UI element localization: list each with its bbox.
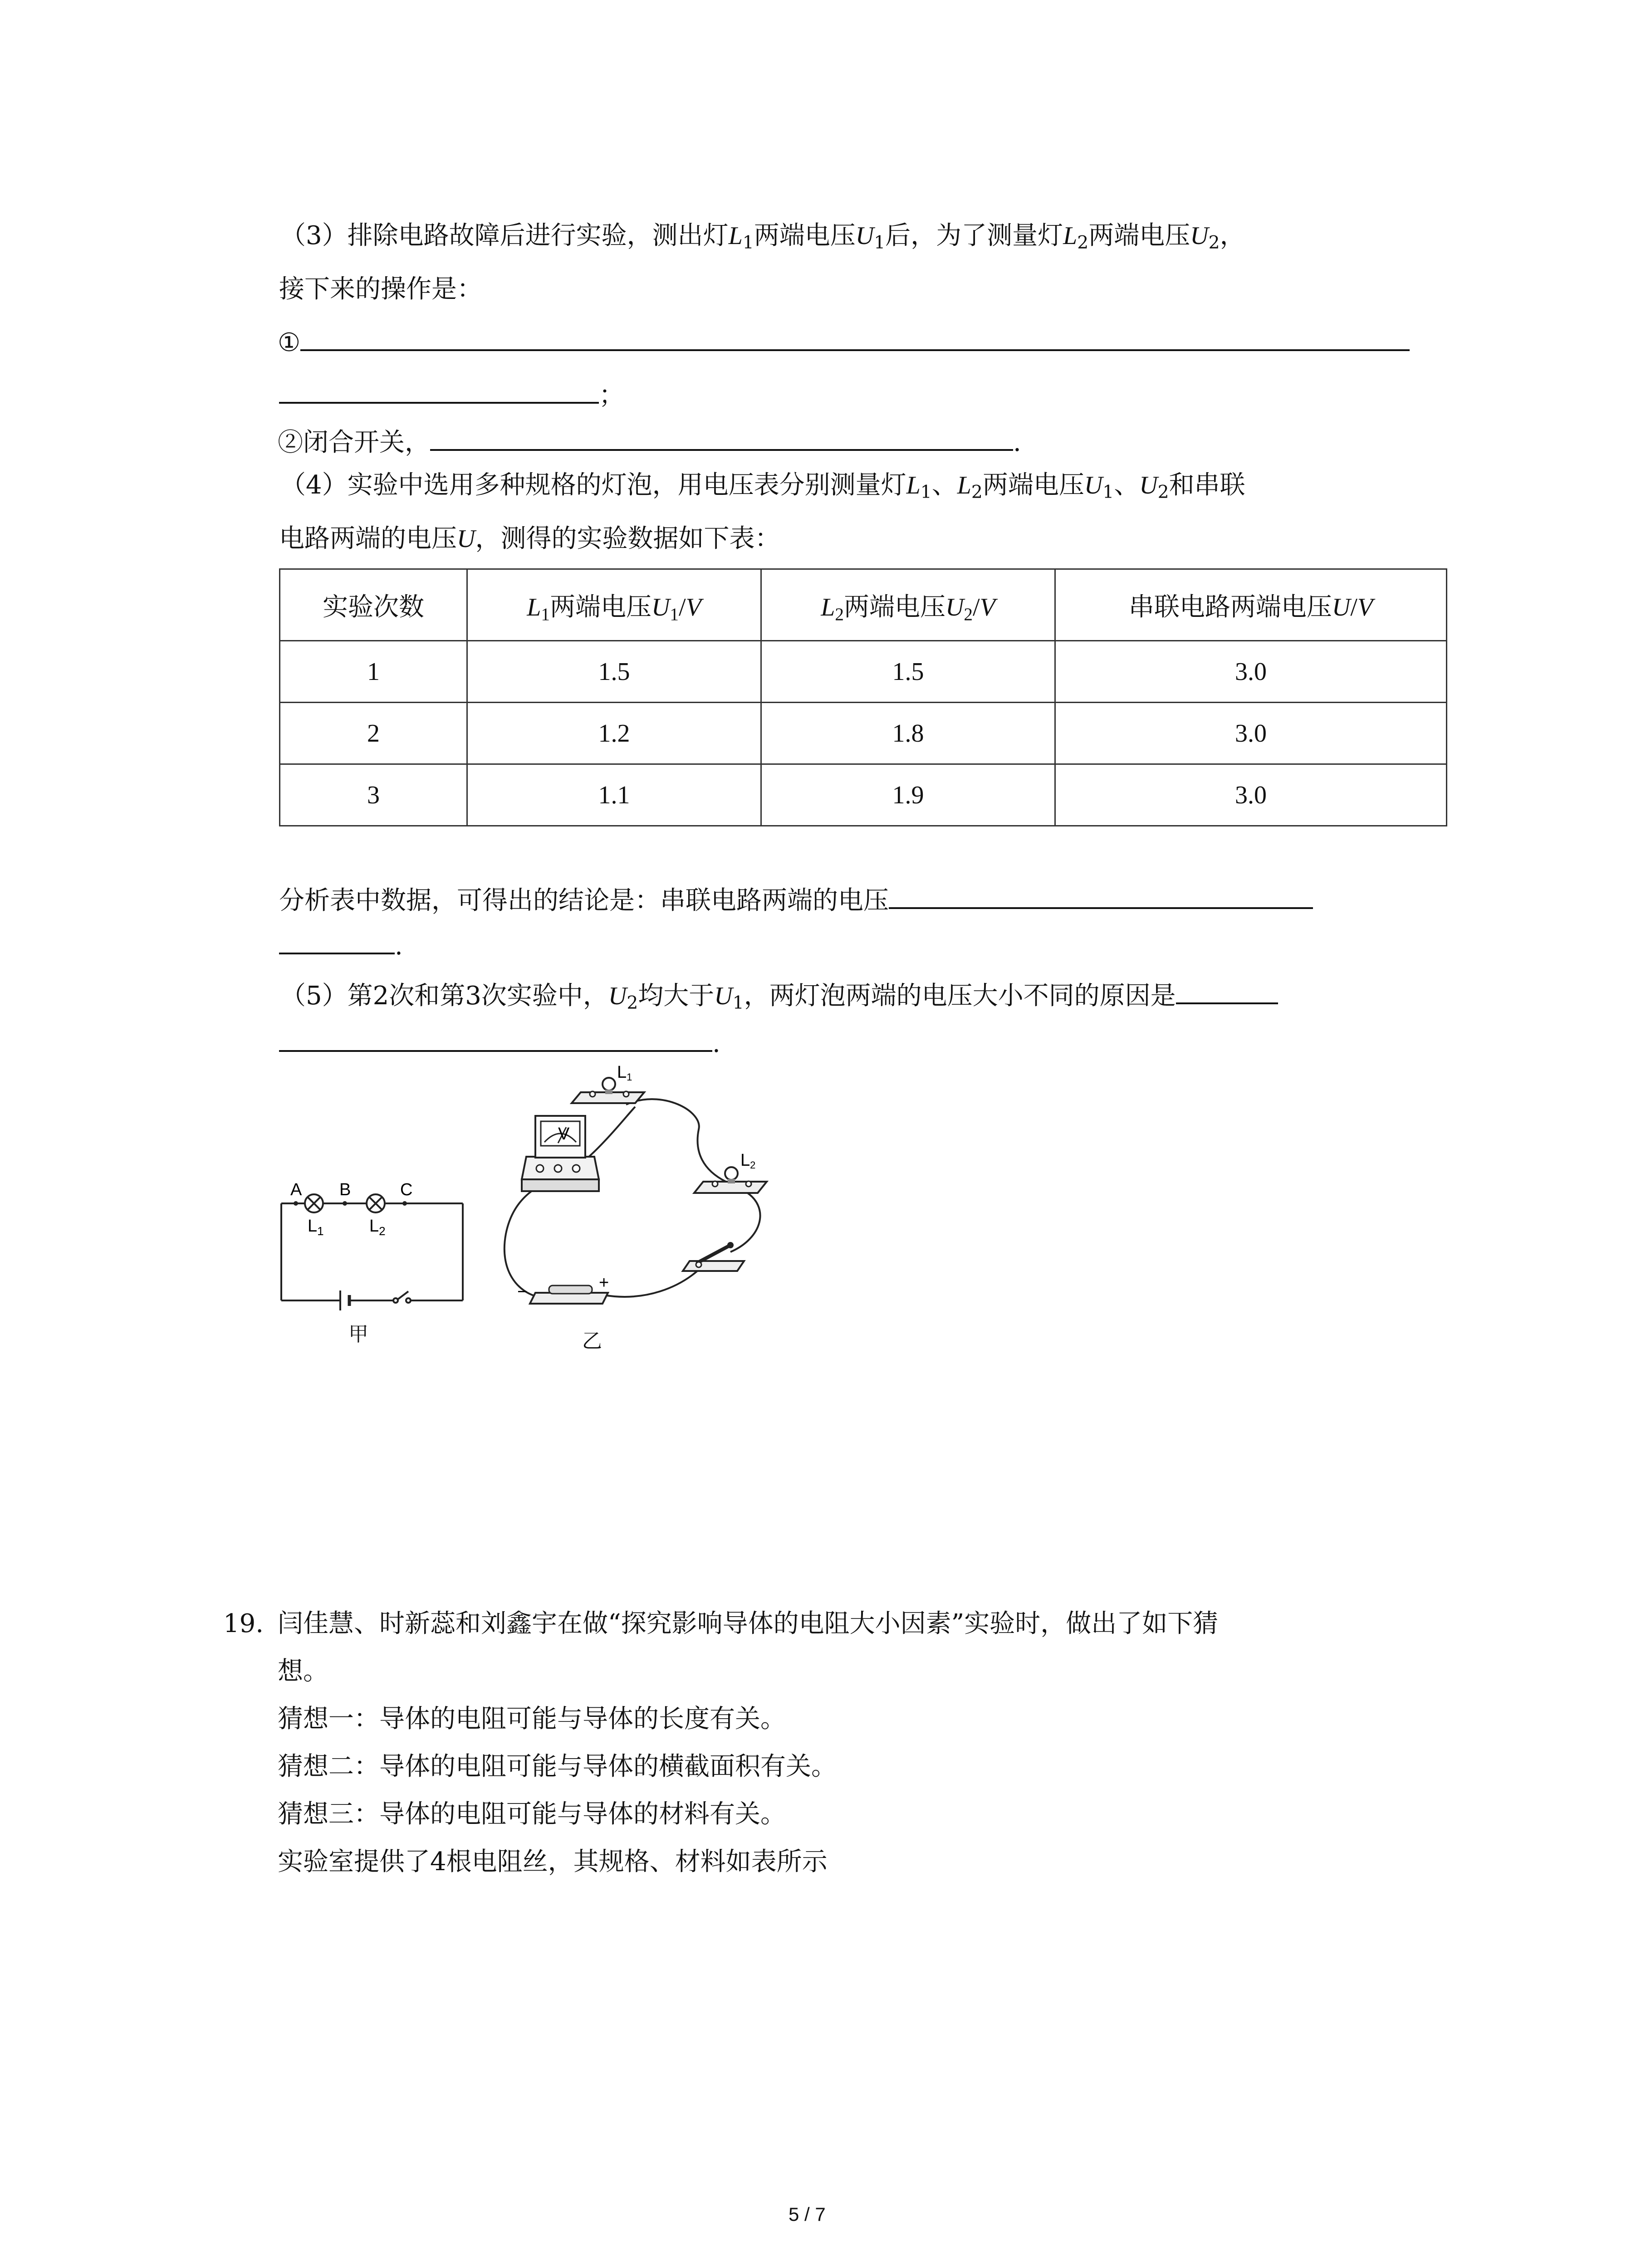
answer-blank-3a[interactable]: [300, 322, 1410, 351]
answer-blank-5a[interactable]: [1176, 975, 1278, 1004]
cell-u1: 1.1: [467, 764, 761, 826]
symbol-L: L: [821, 593, 835, 621]
data-table: [279, 568, 1447, 826]
symbol-U: U: [457, 525, 475, 553]
label-b: B: [339, 1180, 351, 1199]
subscript: 2: [1077, 232, 1089, 253]
switch-icon: [393, 1291, 411, 1303]
symbol-U: U: [1190, 222, 1209, 250]
header-trial: [280, 569, 467, 641]
q3-step1: [278, 322, 1410, 361]
step-marker: ①: [278, 328, 301, 357]
answer-blank-5b[interactable]: [279, 1023, 712, 1052]
label-yi-l2: L2: [740, 1151, 756, 1171]
symbol-U: U: [651, 593, 670, 621]
analysis-line2: [279, 925, 403, 964]
label-c: C: [400, 1180, 413, 1199]
voltmeter-icon: [522, 1116, 599, 1191]
separator: 、: [931, 470, 957, 500]
symbol-V: V: [1357, 593, 1373, 621]
meter-label: V: [558, 1124, 570, 1144]
answer-blank-4a[interactable]: [889, 880, 1313, 909]
q5-line1: [280, 975, 1278, 1014]
q3-line2: 接下来的操作是：: [279, 274, 482, 304]
q19-guess1: 猜想一：导体的电阻可能与导体的长度有关。: [278, 1704, 786, 1734]
label-a: A: [290, 1180, 302, 1199]
cell-u: 3.0: [1055, 703, 1447, 764]
subscript: 2: [1157, 482, 1169, 503]
symbol-U: U: [1084, 471, 1103, 499]
lamp-l1-icon: [305, 1194, 323, 1212]
cell-u: 3.0: [1055, 641, 1447, 703]
subscript: 2: [971, 482, 983, 503]
q3-line1: [280, 218, 1245, 254]
q5-line2: [279, 1023, 720, 1062]
table-row: [280, 764, 1447, 826]
q3-text: 后，为了测量灯: [885, 221, 1063, 250]
q19-guess2: 猜想二：导体的电阻可能与导体的横截面积有关。: [278, 1752, 837, 1781]
q4-text: ，测得的实验数据如下表：: [475, 524, 780, 553]
q3-text: 两端电压: [754, 221, 856, 250]
subscript: 2: [964, 604, 973, 624]
table-row: [280, 641, 1447, 703]
answer-blank-3c[interactable]: [430, 422, 1013, 451]
battery-plus: +: [599, 1273, 609, 1292]
subscript: 1: [920, 482, 932, 503]
q4-text: （4）实验中选用多种规格的灯泡，用电压表分别测量灯: [280, 470, 906, 500]
header-u2: [761, 569, 1055, 641]
symbol-U: U: [1332, 593, 1351, 621]
q3-text: 两端电压: [1088, 221, 1190, 250]
table-row: [280, 703, 1447, 764]
battery-holder-icon: [517, 1273, 609, 1304]
junction-a: [294, 1201, 298, 1206]
label-l1: $L_1$: [308, 1217, 324, 1238]
q4-line2: [279, 521, 780, 557]
symbol-U: U: [855, 222, 874, 250]
subscript: 1: [1102, 482, 1114, 503]
cell-u1: 1.5: [467, 641, 761, 703]
q19-line1: 闫佳慧、时新蕊和刘鑫宇在做“探究影响导体的电阻大小因素”实验时，做出了如下猜: [278, 1609, 1219, 1638]
table-header-row: [280, 569, 1447, 641]
header-u1: [467, 569, 761, 641]
subscript: 1: [541, 604, 550, 624]
label-l2: $L_2$: [369, 1217, 386, 1238]
symbol-V: V: [980, 593, 995, 621]
caption-jia: 甲: [348, 1323, 368, 1346]
slash: /: [679, 593, 686, 621]
q4-text: 电路两端的电压: [279, 524, 457, 553]
period: .: [712, 1029, 720, 1058]
symbol-U: U: [945, 593, 964, 621]
cell-u2: 1.8: [761, 703, 1055, 764]
label-yi-l1: L1: [617, 1063, 632, 1083]
subscript: 1: [874, 232, 886, 253]
symbol-L: L: [957, 471, 971, 499]
symbol-L: L: [728, 222, 743, 250]
q4-line1: [280, 467, 1245, 503]
slash: /: [973, 593, 980, 621]
cell-u2: 1.5: [761, 641, 1055, 703]
subscript: 1: [742, 232, 754, 253]
subscript: 2: [835, 604, 844, 624]
answer-blank-3b[interactable]: [279, 375, 599, 404]
q19-line-last: 实验室提供了4根电阻丝，其规格、材料如表所示: [278, 1847, 828, 1877]
symbol-U: U: [714, 982, 733, 1010]
q5-text: （5）第2次和第3次实验中，: [280, 981, 608, 1011]
header-text: 实验次数: [323, 592, 424, 622]
q19-number: 19.: [223, 1609, 264, 1638]
cell-u: 3.0: [1055, 764, 1447, 826]
cell-u2: 1.9: [761, 764, 1055, 826]
lamp-l2-bulb-icon: [694, 1151, 767, 1193]
q5-text: ，两灯泡两端的电压大小不同的原因是: [744, 981, 1176, 1011]
period: .: [1013, 428, 1021, 457]
q19-guess3: 猜想三：导体的电阻可能与导体的材料有关。: [278, 1799, 786, 1829]
cell-u1: 1.2: [467, 703, 761, 764]
period: .: [395, 931, 403, 961]
q3-step2: [278, 422, 1021, 461]
symbol-U: U: [608, 982, 627, 1010]
page-number: 5 / 7: [789, 2204, 826, 2225]
q3-step1-cont: [279, 375, 624, 414]
separator: 、: [1114, 470, 1140, 500]
battery-minus: −: [517, 1282, 528, 1301]
analysis-line1: [279, 880, 1313, 919]
symbol-L: L: [527, 593, 541, 621]
cell-trial: 3: [280, 764, 467, 826]
lamp-l1-bulb-icon: [572, 1063, 644, 1103]
subscript: 2: [627, 992, 638, 1013]
header-text: 两端电压: [843, 592, 945, 622]
header-u: [1055, 569, 1447, 641]
answer-blank-4b[interactable]: [279, 925, 395, 954]
caption-yi: 乙: [582, 1330, 602, 1353]
subscript: 2: [1208, 232, 1220, 253]
q3-text: （3）排除电路故障后进行实验，测出灯: [280, 221, 729, 250]
circuit-diagram-jia: [272, 1168, 481, 1359]
semicolon: ；: [599, 381, 624, 410]
q5-text: 均大于: [638, 981, 715, 1011]
q4-text: 两端电压: [982, 470, 1084, 500]
slash: /: [1350, 593, 1357, 621]
lamp-l2-icon: [367, 1194, 385, 1212]
subscript: 1: [670, 604, 679, 624]
subscript: 1: [732, 992, 744, 1013]
symbol-L: L: [906, 471, 921, 499]
cell-trial: 1: [280, 641, 467, 703]
junction-c: [402, 1201, 407, 1206]
circuit-photo-yi: [490, 1061, 780, 1325]
symbol-V: V: [686, 593, 701, 621]
header-text: 两端电压: [549, 592, 652, 622]
knife-switch-icon: [683, 1242, 744, 1271]
analysis-text: 分析表中数据，可得出的结论是：串联电路两端的电压: [279, 886, 889, 915]
step2-text: ②闭合开关，: [278, 428, 430, 457]
q4-text: 和串联: [1169, 470, 1245, 500]
symbol-U: U: [1139, 471, 1158, 499]
header-text: 串联电路两端电压: [1128, 592, 1332, 622]
junction-b: [343, 1201, 347, 1206]
battery-icon: [340, 1290, 349, 1310]
q3-text: ，: [1220, 221, 1245, 250]
q19-line2: 想。: [278, 1657, 328, 1686]
symbol-L: L: [1063, 222, 1078, 250]
cell-trial: 2: [280, 703, 467, 764]
